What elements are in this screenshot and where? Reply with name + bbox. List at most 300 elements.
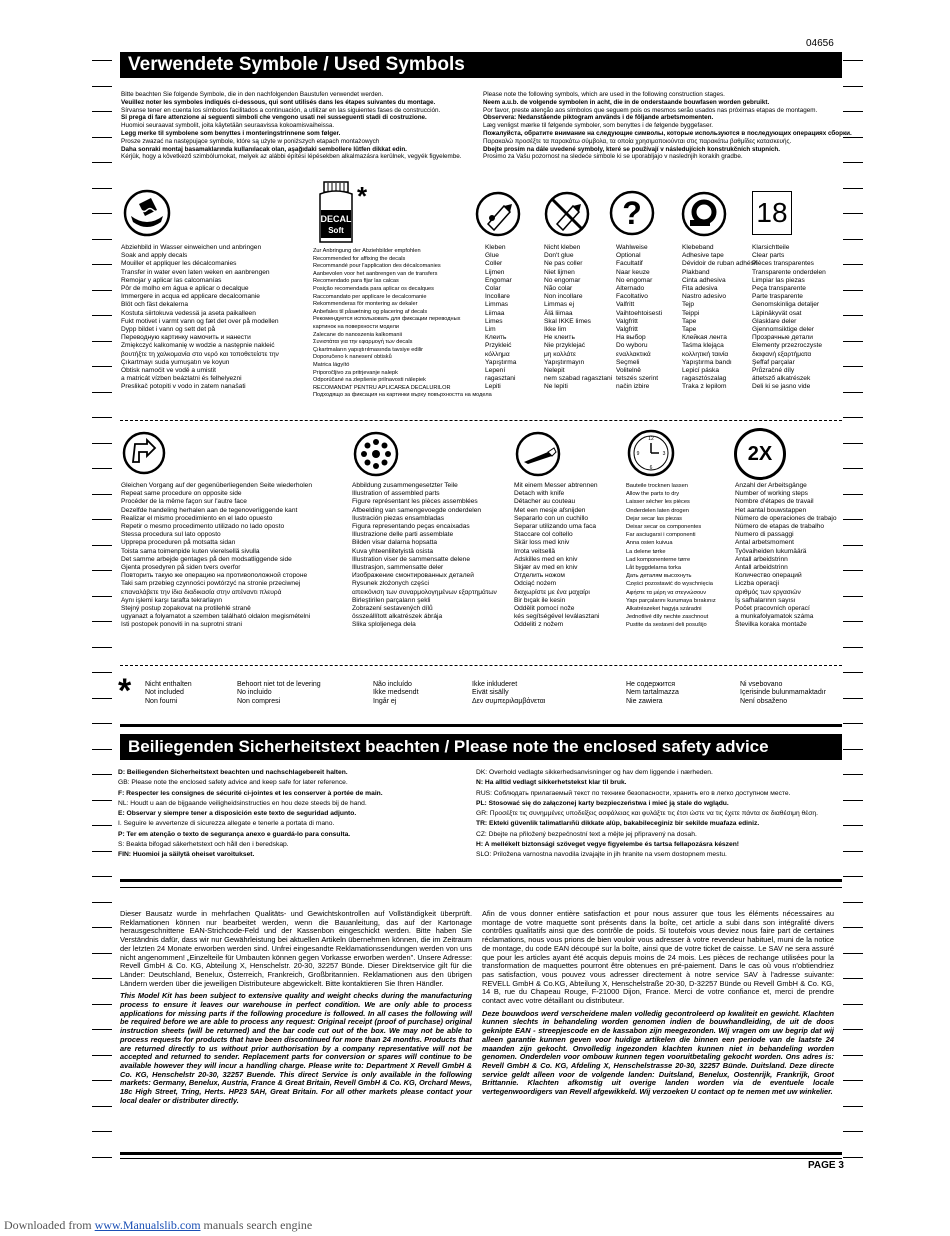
text-line: Laisser sécher les pièces [626,499,690,506]
text-line: Glasklare deler [752,317,797,325]
text-line: P: Ter em atenção o texto de segurança anexo e guardá-lo para consulta. [118,830,351,838]
text-line: áttetsző alkatrészek [752,375,811,383]
tick-mark [92,774,112,775]
text-line: Si prega di fare attenzione ai seguenti simboli che vengono usati nei susseguenti stadi di costruzione. [121,114,427,122]
text-line: Volitelně [616,367,641,375]
text-line: Nelepit [544,367,565,375]
tick-mark [92,1080,112,1081]
not-included-col-6 [740,681,842,706]
glue-labels [485,244,540,392]
text-line: tetszés szerint [616,375,659,383]
tick-mark [92,239,112,240]
tick-mark [843,392,863,393]
warranty-dutch: Deze bouwdoos werd verscheidene malen volledig gecontroleerd op kwaliteit en gewicht. Klachten kunnen slechts in behandeling worden genomen indien de bouwhandleiding, de uit de doos geknipte EAN - streepjescode en de kassabon zijn meegezonden. Wij vragen om uw begrip dat wij alleen garantie kunnen geven voor huidige artikelen die binnen een periode van de laatste 24 maanden zijn gekocht. Onvolledig ingezonden klachten kunnen niet in behandeling worden genomen. Onderdelen voor ombouw kunnen tegen vooruitbetaling gekocht worden. Ons adres is: Revell GmbH & Co. KG, Afdeling X, Henschelstrasse 20-30, 32257 Bünde. Duitsland. Deze directe service geldt alleen voor de volgende landen: Duitsland, Benelux, Oostenrijk, Frankrijk, Groot Brittannie. Klachten afkomstig uit overige landen worden via de eventuele locale vertegenwoordigers van Revell afgewikkeld. Wij verzoeken U contact op te nemen met uw winkelier. [482,1008,834,1097]
tick-mark [92,111,112,112]
text-line: Not included [145,689,184,697]
text-line: FIN: Huomioi ja säilytä oheiset varoitukset. [118,851,255,859]
text-line: Anzahl der Arbeitsgänge [735,482,807,489]
not-included-col-3 [373,681,469,706]
text-line: Skär loss med kniv [514,539,570,547]
text-line: Illustrasjon, sammensatte deler [352,564,444,572]
text-line: Non compresi [237,697,281,705]
text-line: Nombre d'étapes de travail [735,498,814,506]
text-line: Не содержится [626,681,676,688]
text-line: картинок на поверхности модели [313,323,399,330]
text-line: αριθμός των εργασιών [735,588,801,596]
text-line: Figura representando peças encaixadas [352,523,470,531]
tick-mark [843,953,863,954]
text-line: Dévidoir de ruban adhésif [682,260,758,268]
text-line: Nicht kleben [544,244,581,251]
text-line: Immergere in acqua ed applicare decalcomanie [121,293,260,301]
text-line: Průzračné díly [752,367,795,375]
text-line: Rekommenderas för montering av dekaler [313,301,418,308]
text-line: H: A mellékelt biztonsági szöveget vegye figyelembe és tartsa fellapozásra készen! [476,841,740,849]
text-line: Przykleić [485,342,512,350]
text-line: Huomioi seuraavat symbolit, joita käytetään seuraavissa kokoamisvaiheissa. [121,122,335,130]
tick-mark [92,749,112,750]
text-line: Bauteile trocknen lassen [626,483,688,489]
tick-mark [92,927,112,928]
tick-mark [92,902,112,903]
text-line: D: Beiliegenden Sicherheitstext beachten und nachschlagebereit halten. [118,769,348,776]
tick-mark [843,672,863,673]
document-number: 04656 [806,38,834,49]
text-line: Oddělit pomocí nože [514,605,575,613]
tick-mark [92,443,112,444]
text-line: Abziehbild in Wasser einweichen und anbringen [121,244,262,251]
text-line: Doporučeno k nanesení obtisků [313,354,392,361]
tick-mark [843,366,863,367]
tick-mark [92,137,112,138]
manualslib-link[interactable]: www.Manualslib.com [94,1218,201,1232]
text-line: Eivät sisälly [472,689,509,697]
text-line: a matricát vízben beáztatni és felhelyezni [121,375,242,383]
intro-left-text [121,91,476,161]
not-included-col-1 [145,681,235,706]
text-line: κόλλημα [485,350,510,358]
text-line: Клейкая лента [682,334,727,342]
text-line: Afbeelding van samengevoegde onderdelen [352,506,482,514]
tick-mark [843,468,863,469]
text-line: κολλητική ταινία [682,350,729,358]
text-line: GR: Προσέξτε τις συνημμένες υποδείξεις ασφάλειας και φυλάξτε τις έτσι ώστε να τις έχετε πάντα σε διαθέσιμη θέση. [476,810,818,818]
text-line: Isti postopek ponoviti in na suprotni strani [121,621,242,629]
asterisk-icon: * [357,181,368,211]
tick-mark [92,800,112,801]
text-line: Tape [682,317,697,325]
text-line: Antal arbetsmoment [735,539,795,547]
svg-text:DECAL: DECAL [320,214,352,224]
tick-mark [843,596,863,597]
text-line: kés segítségével leválasztani [514,613,600,621]
text-line: RUS: Соблюдать прилагаемый текст по технике безопасности, хранить его в легко доступном месте. [476,789,791,797]
tick-mark [92,1029,112,1030]
text-line: Naar keuze [616,268,650,276]
text-line: Yapıştırma [485,358,517,366]
divider [120,879,842,882]
text-line: Abbildung zusammengesetzter Teile [352,482,458,489]
tick-mark [92,392,112,393]
text-line: Bilden visar dalarna hopsatta [352,539,438,547]
page-label: PAGE 3 [808,1160,844,1171]
tick-mark [843,1004,863,1005]
text-line: Behoort niet tot de levering [237,681,321,688]
text-line: Liczba operacji [735,580,779,588]
knife-instructions [514,482,624,630]
text-line: Priporočljivo za pritrjevanje nalepk [313,369,398,376]
text-line: Dejar secar las piezas [626,515,682,522]
text-line: Valfritt [616,301,635,309]
text-line: Stessa procedura sul lato opposto [121,531,221,539]
text-line: összeállított alkatrészek ábrája [352,613,443,621]
text-line: Изображение смонтированных деталей [352,572,474,580]
tick-mark [843,825,863,826]
text-line: Posição recomendada para aplicar os decalques [313,285,434,292]
warranty-german: Dieser Bausatz wurde in mehrfachen Qualitäts- und Gewichtskontrollen auf Vollständigkeit überprüft. Reklamationen können nur bearbeitet werden, wenn die Bauanleitung, das auf der Kartonage herausgeschnittene EAN-Strichcode-Feld und der Kassenbon eingeschickt werden. Bitte haben Sie Verständnis dafür, dass wir nur Gewährleistung bei aktuellen Artikeln übernehmen können, die im Zeitraum der letzten 24 Monate erworben werden sind. Unfrei eingesandte Reklamationssendungen werden von uns nicht angenommen! „Einzelteile für Umbauten können gegen Vorkasse erworben werden". Unsere Adresse: Revell GmbH & Co. KG, Abteilung X, Henschelstr. 20-30, 32257 Bünde. Dieser Direktservice gilt für die Länder: Deutschland, Benelux, Österreich, Frankreich, Großbritannien. Reklamationen aus den übrigen Ländern werden über die jeweiligen Distributeure abgewickelt. Bitte kontaktieren Sie Ihren Händler. [120,909,472,988]
svg-text:6: 6 [649,465,653,471]
tick-mark [92,1157,112,1158]
text-line: ragasztani [485,375,516,383]
text-line: PL: Stosować się do załączonej karty bezpieczeństwa i mieć ją stale do wglądu. [476,799,729,807]
text-line: Número de etapas de trabalho [735,523,825,531]
text-line: βουτήξτε τη χαλκομανία στο νερό και τοποθετείστε την [121,350,279,358]
text-line: Observera: Nedanstående piktogram används i de följande arbetsmomenten. [483,114,714,122]
text-line: Låt byggdelarna torka [626,565,682,572]
text-line: Pustite da sestavni deli posušijo [626,622,707,629]
tick-mark [92,366,112,367]
text-line: Genomskinliga detaljer [752,301,820,309]
text-line: Clear parts [752,252,785,260]
symbols-section-banner: Verwendete Symbole / Used Symbols [120,52,842,78]
text-line: način izbire [616,383,650,391]
text-line: Onderdelen laten drogen [626,507,689,514]
drying-instructions [626,482,730,630]
tick-mark [92,315,112,316]
tick-mark [92,851,112,852]
tick-mark [843,800,863,801]
warranty-left [120,910,472,1109]
flip-instructions [121,482,351,630]
text-line: Anna osien kuivua [626,540,673,547]
tick-mark [843,978,863,979]
text-line: Taśma klejąca [682,342,724,350]
text-line: εναλλακτικά [616,350,651,358]
safety-right-text [476,768,844,861]
text-line: Remojar y aplicar las calcomanías [121,276,222,284]
text-line: F: Respecter les consignes de sécurité ci-jointes et les conserver à portée de main. [118,789,383,797]
repeat-count-badge: 2X [734,428,786,480]
text-line: Vaihtoehtoisesti [616,309,663,317]
text-line: Taki sam przebieg czynności powtórzyć na stronie przeciwnej [121,580,301,588]
not-included-col-2 [237,681,367,706]
text-line: Deli ki se jasno vide [752,383,811,391]
text-line: Raccomandato per applicare le decalcomanie [313,293,427,300]
text-line: Lim [485,326,496,334]
tick-mark [843,1106,863,1107]
text-line: Elementy przezroczyste [752,342,822,350]
text-line: Aynı işlemi karşı tarafta tekrarlayın [121,596,223,604]
text-line: Allow the parts to dry [626,491,680,498]
tick-mark [843,315,863,316]
text-line: Parte trasparente [752,293,803,301]
text-line: Separarlo con un cuchillo [514,514,589,522]
text-line: Lad komponenterne tørre [626,556,691,563]
text-line: Zmiękczyć kalkomanię w wodzie a następnie nakleić [121,342,275,350]
text-line: Fukt motivet i varmt vann og fæt det over på modellen [121,317,279,325]
not-included-col-5 [626,681,736,706]
tick-mark [92,213,112,214]
tick-mark [843,1157,863,1158]
text-line: Limpiar las piezas [752,276,805,284]
text-line: Lepiti [485,383,501,391]
text-line: Deixar secar os componentes [626,524,702,531]
divider [120,420,842,421]
text-line: απεικόνιση των συναρμολογημένων εξαρτημάτων [352,588,497,596]
text-line: Lijmen [485,268,505,276]
text-line: επαναλάβετε την ίδια διαδικασία στην απέναντι πλευρά [121,588,282,596]
text-line: CZ: Dbejte na přiložený bezpečnostní text a mějte jej připravený na dosah. [476,830,697,838]
text-line: Läpinäkyvät osat [752,309,802,317]
safety-left-text [118,768,474,861]
tick-mark [843,443,863,444]
text-line: İş safhalarının sayısı [735,596,796,604]
text-line: Valgfritt [616,317,638,325]
text-line: Non fourni [145,697,178,705]
text-line: Není obsaženo [740,697,788,705]
text-line: Отделить ножом [514,572,565,580]
text-line: Realizar el mismo procedimiento en el lado opuesto [121,514,273,522]
text-line: διαχωρίστε με ένα μαχαίρι [514,588,590,596]
svg-text:9: 9 [636,451,640,457]
tick-mark [843,902,863,903]
tick-mark [843,264,863,265]
tick-mark [92,494,112,495]
text-line: Repetir o mesmo procedimento utilizado no lado oposto [121,523,285,531]
text-line: μη κολλάτε [544,350,576,358]
tick-mark [843,698,863,699]
text-line: Por favor, preste atenção aos símbolos que seguem pois os mesmos serão usados nas próximas etapas de montagem. [483,106,818,114]
tick-mark [843,188,863,189]
text-line: Ikke inkluderet [472,681,518,688]
clear-parts-badge: 18 [752,191,792,235]
text-line: Prosimo za Vašu pozornost na sledeće simbole ki se uporabljajo v naslednjih korakih gradbe. [483,153,743,161]
tick-mark [843,417,863,418]
text-line: Não colar [544,285,573,293]
text-line: GB: Please note the enclosed safety advice and keep safe for later reference. [118,779,348,787]
question-mark-icon [608,188,656,238]
text-line: Irrota veitsellä [514,547,556,555]
text-line: Facoltativo [616,293,648,301]
flip-arrow-icon [121,428,167,478]
tick-mark [92,1131,112,1132]
text-line: Kleben [485,244,506,251]
text-line: Ikke medsendt [373,689,419,697]
decal-instructions [121,244,311,392]
svg-text:?: ? [622,195,642,231]
text-line: Yapıştırma bandı [682,358,732,366]
drying-clock-icon [626,428,676,478]
text-line: Ikke lim [544,326,567,334]
text-line: Number of working steps [735,490,808,498]
warranty-english: This Model Kit has been subject to extensive quality and weight checks during the manufacturing process to ensure it leaves our warehouse in perfect condition. We are only able to process applications for missing parts if the following procedure is followed. In all cases the following will be required before we are able to process any request: Original receipt (proof of purchase) original instruction sheets (will be returned) and the bar code cut out of the box. We may not be able to process requests for products that have been discontinued for more than 24 months. Products that are returned directly to us without prior authorisation by a company representative will not be accepted and returned to sender. Replacement parts for conversion or spares will continue to be available however they will incur a handling charge. Please write to: Department X Revell GmbH & Co. KG, Henschelstr 20-30, 32257 Buende. This direct Service is only available in the following markets: Germany, Benelux, Austria, France & Great Britain, Revell GmbH & Co. KG, Orchard Mews, 18c High Street, Tring, Herts. HP23 5AH, Great Britain. For all other markets please contact your local dealer or distributer directly. [120,991,472,1105]
tick-mark [843,341,863,342]
tick-mark [843,876,863,877]
text-line: Içerisinde bulunmamaktadır [740,689,826,697]
text-line: Lepení [485,367,506,375]
text-line: Številka koraka montaže [735,621,807,629]
tick-mark [92,621,112,622]
text-line: Limmas ej [544,301,575,309]
text-line: Kostuta siirtokuva vedessä ja aseta paikalleen [121,309,256,317]
text-line: Transfer in water even laten weken en aanbrengen [121,268,270,276]
text-line: Coller [485,260,503,268]
text-line: Incollare [485,293,510,301]
tick-mark [92,698,112,699]
text-line: Please note the following symbols, which are used in the following construction stages. [483,91,725,98]
text-line: Recommended for affixing the decals [313,255,406,262]
text-line: Upprepa proceduren på motsatta sidan [121,539,236,547]
text-line: Gleichen Vorgang auf der gegenüberliegenden Seite wiederholen [121,482,312,489]
text-line: Клеить [485,334,507,342]
text-line: Kérjük, hogy a következő szimbólumokat, melyek az alábbi építési lépésekben alkalmazásra kerülnek, vegyék figyelembe. [121,153,462,161]
tick-mark [92,417,112,418]
tape-labels [682,244,758,392]
text-line: La delene tørke [626,548,666,555]
text-line: Älä liimaa [544,309,573,317]
text-line: No engomar [616,276,653,284]
tick-mark [843,545,863,546]
text-line: Separar utilizando uma faca [514,523,597,531]
tick-mark [92,341,112,342]
text-line: Ne pas coller [544,260,583,268]
text-line: Yapıştırmayın [544,358,585,366]
text-line: I. Seguire le avvertenze di sicurezza allegate e tenerle a portata di mano. [118,820,335,828]
glue-tube-icon [474,190,522,238]
intro-right-text [483,91,852,161]
text-line: Met een mesje afsnijden [514,506,586,514]
tick-mark [92,86,112,87]
text-line: Nie przyklejać [544,342,586,350]
text-line: Illustrazione delle parti assemblate [352,531,454,539]
text-line: Bir bıçak ile kesin [514,596,566,604]
text-line: RECOMANDAT PENTRU APLICAREA DECALURILOR [313,384,451,391]
text-line: Illustration viser de sammensatte delene [352,555,471,563]
text-line: E: Observar y siempre tener a disposición este texto de seguridad adjunto. [118,810,357,818]
footer-prefix: Downloaded from [4,1218,95,1232]
tick-mark [843,1131,863,1132]
footer [4,1218,312,1233]
divider [120,665,842,666]
tick-mark [92,570,112,571]
text-line: Klarsichtteile [752,244,790,251]
tick-mark [92,647,112,648]
tick-mark [843,494,863,495]
text-line: Zalecane do nanoszenia kalkomanii [313,331,402,338]
knife-icon [514,430,562,478]
tick-mark [843,647,863,648]
text-line: Figure représentant les pièces assemblées [352,498,478,506]
tick-mark [843,570,863,571]
tick-mark [843,723,863,724]
text-line: Şeffaf parçalar [752,358,795,366]
text-line: Lepicí páska [682,367,720,375]
tick-mark [92,162,112,163]
text-line: Niet lijmen [544,268,575,276]
text-line: Daha sonraki montaj basamaklarında kullanılacak olan, aşağıdaki sembollere lütfen dikkat edin. [121,145,407,153]
text-line: Dypp bildet i vann og sett det på [121,326,216,334]
tick-mark [92,723,112,724]
text-line: Дать деталям высохнуть [626,573,692,580]
clear-parts-labels [752,244,842,392]
repeat-instructions [735,482,843,630]
no-glue-labels [544,244,613,392]
text-line: Veuillez noter les symboles indiqués ci-dessous, qui sont utilisés dans les étapes suivantes du montage. [121,98,436,106]
text-line: Gjenta prosedyren på siden tvers overfor [121,564,241,572]
text-line: Aanbevolen voor het aanbrengen van de transfers [313,270,438,277]
tick-mark [843,290,863,291]
assembled-instructions [352,482,512,630]
tick-mark [843,137,863,138]
text-line: Detach with knife [514,490,565,498]
text-line: Počet pracovních operací [735,605,810,613]
tick-mark [843,162,863,163]
tick-mark [843,1029,863,1030]
text-line: Rysunek złożonych części [352,580,429,588]
tick-mark [843,1080,863,1081]
text-line: NL: Houdt u aan de bijgaande veiligheidsinstructies en hou deze steeds bij de hand. [118,799,367,807]
text-line: Pôr de molho em água e aplicar o decalque [121,285,249,293]
text-line: Alternado [616,285,645,293]
text-line: Çıkartmayı suda yumuşatın ve koyun [121,358,230,366]
text-line: Nie zawiera [626,697,663,705]
text-line: Zur Anbringung der Abziehbilder empfohlen [313,248,421,254]
text-line: Cinta adhesiva [682,276,726,284]
text-line: Odporúčané na zlepšenie prilnavosti nálepiek [313,377,426,384]
text-line: Mouiller et appliquer les décalcomanies [121,260,237,268]
text-line: SLO: Priložena varnostna navodila izvajajte in jih hranite na vsem dostopnem mestu. [476,851,727,859]
text-line: Plakband [682,268,710,276]
divider [120,1152,842,1155]
text-line: Optional [616,252,641,260]
text-line: Soak and apply decals [121,252,188,260]
no-glue-icon [543,190,591,238]
text-line: Pièces transparentes [752,260,814,268]
text-line: Συνιστάται για την εφαρμογή των decals [313,339,413,346]
text-line: Çıkartmaların yapıştırılmasında tavsiye edilir [313,346,424,353]
text-line: Αφήστε τα μέρη να στεγνώσουν [626,589,707,596]
tick-mark [92,1106,112,1107]
adhesive-tape-icon [680,190,728,238]
text-line: Nem tartalmazza [626,689,679,697]
text-line: Do wyboru [616,342,648,350]
text-line: Staccare col coltello [514,531,573,539]
tick-mark [843,111,863,112]
tick-mark [843,927,863,928]
text-line: Dbejte prosím na dále uvedené symboly, které se používají v následujících konstrukčních stupních. [483,145,780,153]
text-line: Stejný postup zopakovat na protilehlé straně [121,605,251,613]
tick-mark [92,876,112,877]
tick-mark [92,188,112,189]
text-line: Engomar [485,276,512,284]
text-line: Työvaiheiden lukumäärä [735,547,807,555]
text-line: Neem a.u.b. de volgende symbolen in acht, die in de onderstaande bouwfasen worden gebruikt. [483,98,770,106]
tick-mark [843,239,863,240]
text-line: Ne lepiti [544,383,568,391]
text-line: Valgfritt [616,326,638,334]
text-line: Traka z lepilom [682,383,727,391]
text-line: διαφανή εξαρτήματα [752,350,812,358]
